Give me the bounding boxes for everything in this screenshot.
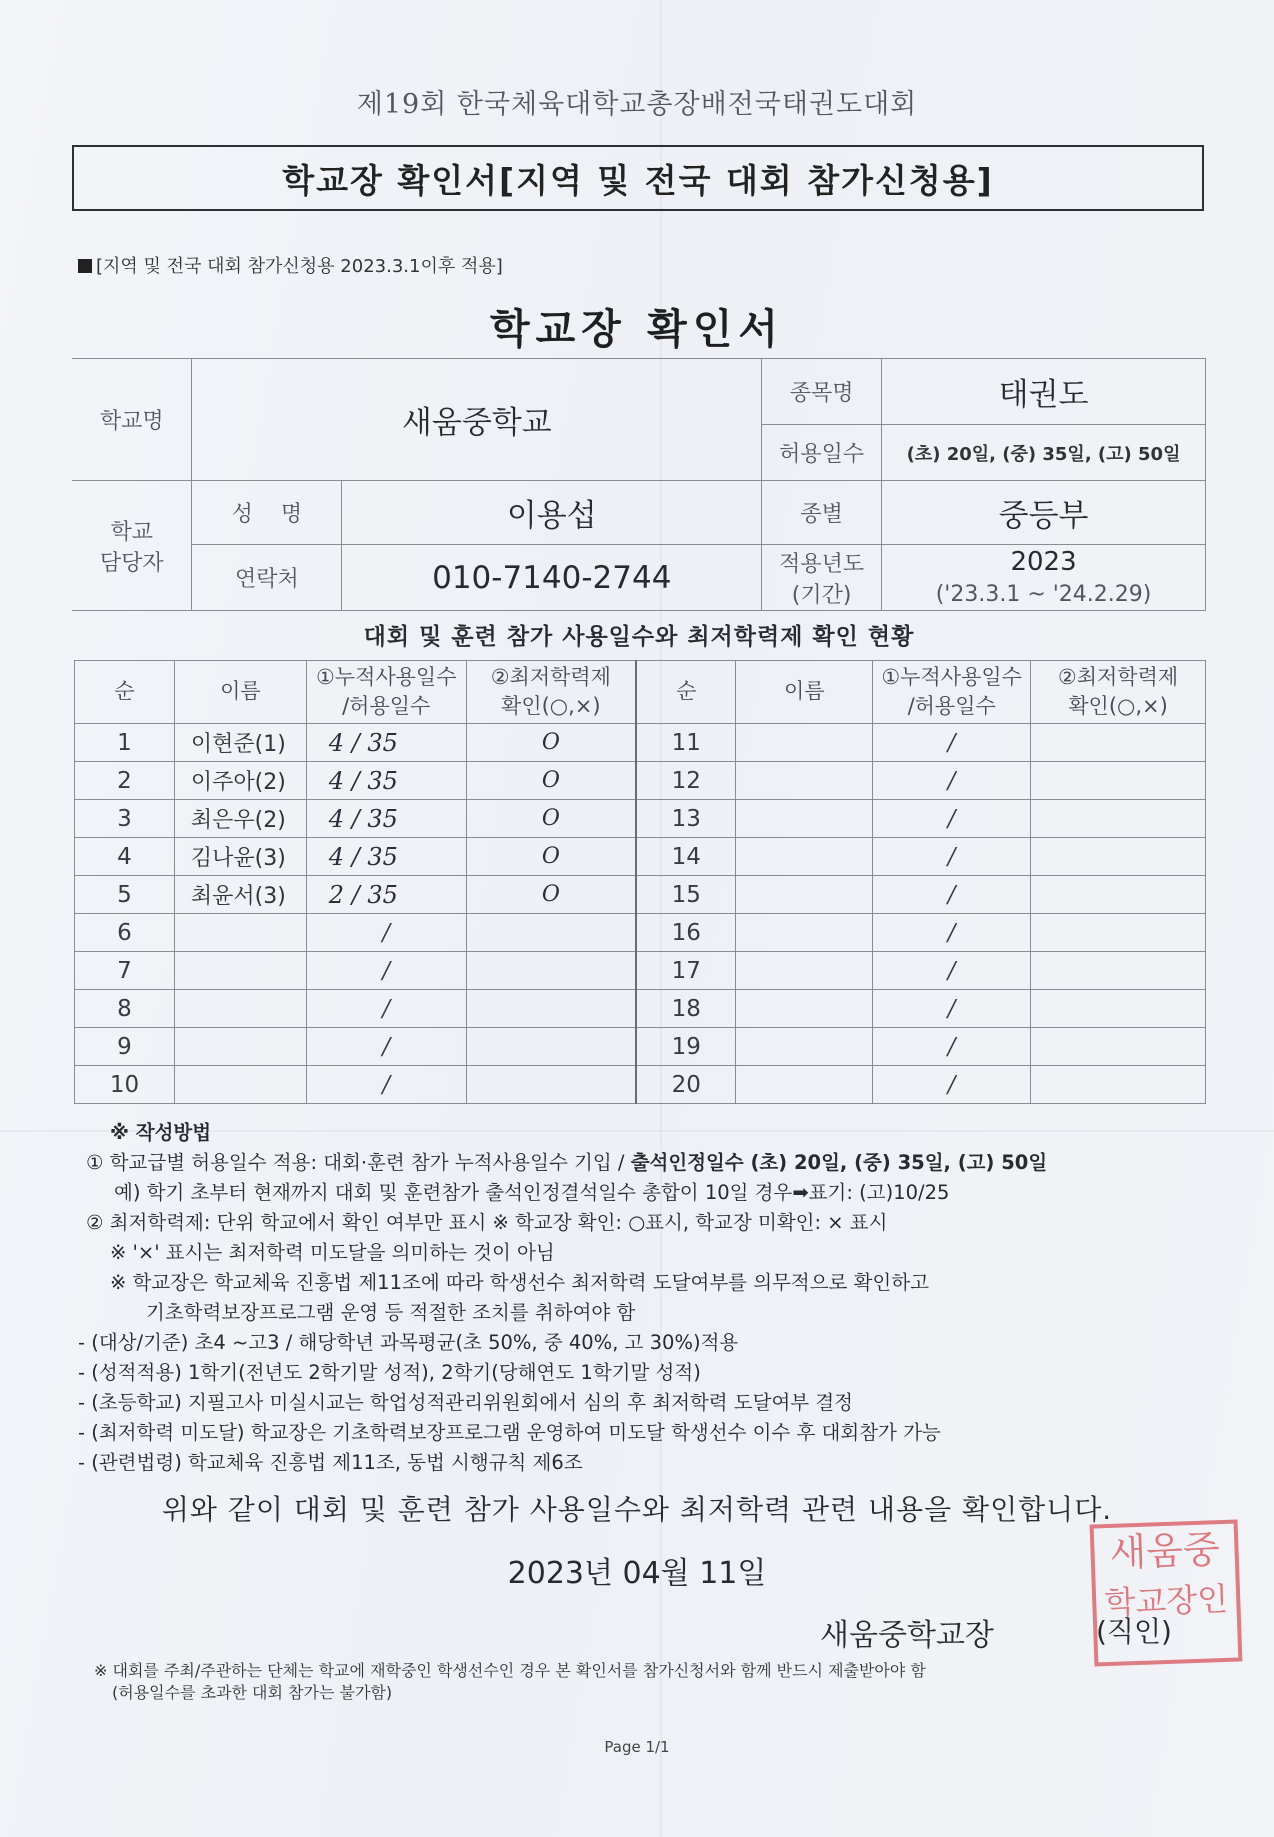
row-no: 1 [75,724,175,762]
row-check [1031,876,1206,914]
row-no: 16 [636,914,736,952]
table-row [75,838,1206,876]
row-check [466,1028,636,1066]
row-no: 6 [75,914,175,952]
row-days: / [873,838,1031,876]
row-days: / [873,1066,1031,1104]
row-name [736,762,873,800]
manager-label-line1: 학교 [110,519,153,545]
principal-signature: 새움중학교장 [820,1618,994,1653]
row-name [736,952,873,990]
row-name [174,1028,306,1066]
guide-example: 예) 학기 초부터 현재까지 대회 및 훈련참가 출석인정결석일수 총합이 10일 경우➡표기: (고)10/25 [114,1181,950,1204]
row-days: / [873,762,1031,800]
table-row [75,724,1206,762]
stamp-line1: 새움중 [1108,1527,1221,1575]
row-name [174,914,306,952]
row-name [174,952,306,990]
row-check [1031,762,1206,800]
row-days: / [306,990,466,1028]
manager-label [72,481,192,611]
row-no: 7 [75,952,175,990]
row-days: 4 / 35 [306,838,466,876]
row-check [466,990,636,1028]
row-no: 14 [636,838,736,876]
row-check: O [466,724,636,762]
year-label-line1: 적용년도 [779,551,865,577]
header-name: 이름 [174,661,306,724]
row-check [466,1066,636,1104]
row-days: / [873,952,1031,990]
athlete-roster-table [74,660,1206,1104]
row-days: / [873,800,1031,838]
row-check: O [466,838,636,876]
header-check-right [1031,661,1206,724]
stamp-line2: 학교장인 [1103,1579,1229,1623]
row-name: 최은우(2) [174,800,306,838]
sport-value: 태권도 [882,359,1206,425]
school-name-label: 학교명 [72,359,192,481]
row-no: 9 [75,1028,175,1066]
header-check [466,661,636,724]
row-no: 5 [75,876,175,914]
row-check: O [466,800,636,838]
writing-guide [78,1118,1196,1478]
row-no: 3 [75,800,175,838]
header-days-line2: /허용일수 [342,694,431,718]
contact-value: 010-7140-2744 [342,545,762,611]
division-value: 중등부 [882,481,1206,545]
row-days: / [306,1066,466,1104]
row-no: 10 [75,1066,175,1104]
header-check-line2: 확인(○,×) [501,694,601,718]
roster-body [75,661,1206,1104]
document-box-title: 학교장 확인서[지역 및 전국 대회 참가신청용] [72,145,1204,211]
guide-heading: ※ 작성방법 [110,1121,212,1144]
row-check: O [466,876,636,914]
guide-note-2-cont: 기초학력보장프로그램 운영 등 적절한 조치를 취하여야 함 [146,1301,636,1324]
row-days: / [873,1028,1031,1066]
row-name [174,990,306,1028]
year-label [762,545,882,611]
footnote-line1: ※ 대회를 주최/주관하는 단체는 학교에 재학중인 학생선수인 경우 본 확인서를 참가신청서와 함께 반드시 제출받아야 함 [94,1661,926,1680]
row-check [1031,990,1206,1028]
page-number: Page 1/1 [604,1738,670,1756]
school-info-table [72,358,1206,611]
row-days: / [306,952,466,990]
row-check [1031,724,1206,762]
row-no: 13 [636,800,736,838]
row-days: 4 / 35 [306,724,466,762]
allowed-days-label: 허용일수 [762,425,882,481]
issue-date: 2023년 04월 11일 [507,1556,767,1591]
status-section-heading: 대회 및 훈련 참가 사용일수와 최저학력제 확인 현황 [363,624,915,650]
row-no: 2 [75,762,175,800]
row-name [736,1028,873,1066]
contact-label: 연락처 [192,545,342,611]
row-days: 4 / 35 [306,800,466,838]
row-days: / [873,914,1031,952]
manager-label-line2: 담당자 [99,550,164,576]
footnote-line2: (허용일수를 초과한 대회 참가는 불가함) [112,1683,393,1702]
school-name-value: 새움중학교 [192,359,762,481]
division-label: 종별 [762,481,882,545]
guide-dash-2: - (성적적용) 1학기(전년도 2학기말 성적), 2학기(당해연도 1학기말 성적) [78,1361,701,1384]
row-no: 19 [636,1028,736,1066]
table-row [75,1028,1206,1066]
row-name [736,914,873,952]
row-name: 김나윤(3) [174,838,306,876]
row-name: 최윤서(3) [174,876,306,914]
table-row [75,762,1206,800]
header-days-right [873,661,1031,724]
row-no: 20 [636,1066,736,1104]
seal-marker: (직인) [1096,1615,1172,1648]
header-check-line1: ②최저학력제 [490,664,611,689]
row-check [1031,914,1206,952]
table-row [75,1066,1206,1104]
notice-text: [지역 및 전국 대회 참가신청용 2023.3.1이후 적용] [96,256,503,277]
row-name [736,838,873,876]
header-days [306,661,466,724]
header-no-right: 순 [636,661,736,724]
row-days: / [873,990,1031,1028]
row-name: 이주아(2) [174,762,306,800]
header-days-right-line2: /허용일수 [907,694,996,718]
allowed-days-value: (초) 20일, (중) 35일, (고) 50일 [882,425,1206,481]
event-title: 제19회 한국체육대학교총장배전국태권도대회 [356,89,918,120]
row-no: 18 [636,990,736,1028]
period-text: ('23.3.1 ~ '24.2.29) [935,582,1152,608]
confirmation-statement: 위와 같이 대회 및 훈련 참가 사용일수와 최저학력 관련 내용을 확인합니다. [161,1493,1113,1526]
guide-item-2: ② 최저학력제: 단위 학교에서 확인 여부만 표시 ※ 학교장 확인: ○표시, 학교장 미확인: × 표시 [86,1211,888,1234]
row-check [466,952,636,990]
row-days: / [873,724,1031,762]
row-no: 12 [636,762,736,800]
table-row [75,952,1206,990]
row-name: 이현준(1) [174,724,306,762]
square-bullet-icon [78,259,92,273]
header-check-right-line2: 확인(○,×) [1068,694,1168,718]
row-check [1031,952,1206,990]
row-name [736,800,873,838]
row-name [736,724,873,762]
row-no: 4 [75,838,175,876]
guide-note-2: ※ 학교장은 학교체육 진흥법 제11조에 따라 학생선수 최저학력 도달여부를 의무적으로 확인하고 [110,1271,929,1294]
guide-dash-3: - (초등학교) 지필고사 미실시교는 학업성적관리위원회에서 심의 후 최저학력 도달여부 결정 [78,1391,854,1414]
row-name [174,1066,306,1104]
roster-header-row [75,661,1206,724]
header-check-right-line1: ②최저학력제 [1057,664,1179,689]
row-check [1031,1028,1206,1066]
row-name [736,876,873,914]
table-row [75,876,1206,914]
sport-label: 종목명 [762,359,882,425]
header-days-line1: ①누적사용일수 [315,664,457,689]
row-no: 8 [75,990,175,1028]
guide-dash-4: - (최저학력 미도달) 학교장은 기초학력보장프로그램 운영하여 미도달 학생선수 이수 후 대회참가 가능 [78,1421,941,1444]
manager-name-value: 이용섭 [342,481,762,545]
row-days: / [306,1028,466,1066]
table-row [75,800,1206,838]
guide-dash-5: - (관련법령) 학교체육 진흥법 제11조, 동법 시행규칙 제6조 [78,1451,583,1474]
header-no: 순 [75,661,175,724]
guide-item-1-bold: 출석인정일수 (초) 20일, (중) 35일, (고) 50일 [630,1151,1048,1174]
row-no: 11 [636,724,736,762]
row-name [736,990,873,1028]
guide-item-1 [86,1148,1196,1178]
year-label-line2: (기간) [791,582,852,608]
header-days-right-line1: ①누적사용일수 [881,664,1022,689]
row-days: 2 / 35 [306,876,466,914]
year-value [882,545,1206,611]
row-check [1031,800,1206,838]
application-notice [78,252,503,278]
row-days: / [873,876,1031,914]
name-label: 성 명 [192,481,342,545]
row-check: O [466,762,636,800]
year-text: 2023 [1010,547,1077,578]
row-no: 15 [636,876,736,914]
guide-item-1-text: ① 학교급별 허용일수 적용: 대회·훈련 참가 누적사용일수 기입 / [86,1151,631,1174]
guide-dash-1: - (대상/기준) 초4 ~고3 / 해당학년 과목평균(초 50%, 중 40%, 고 30%)적용 [78,1331,739,1354]
guide-note-1: ※ '×' 표시는 최저학력 미도달을 의미하는 것이 아님 [110,1241,555,1264]
header-name-right: 이름 [736,661,873,724]
main-title: 학교장 확인서 [490,305,784,353]
row-days: / [306,914,466,952]
row-check [1031,838,1206,876]
row-name [736,1066,873,1104]
row-check [1031,1066,1206,1104]
row-days: 4 / 35 [306,762,466,800]
table-row [75,914,1206,952]
table-row [75,990,1206,1028]
footnote [94,1660,1194,1704]
row-no: 17 [636,952,736,990]
row-check [466,914,636,952]
